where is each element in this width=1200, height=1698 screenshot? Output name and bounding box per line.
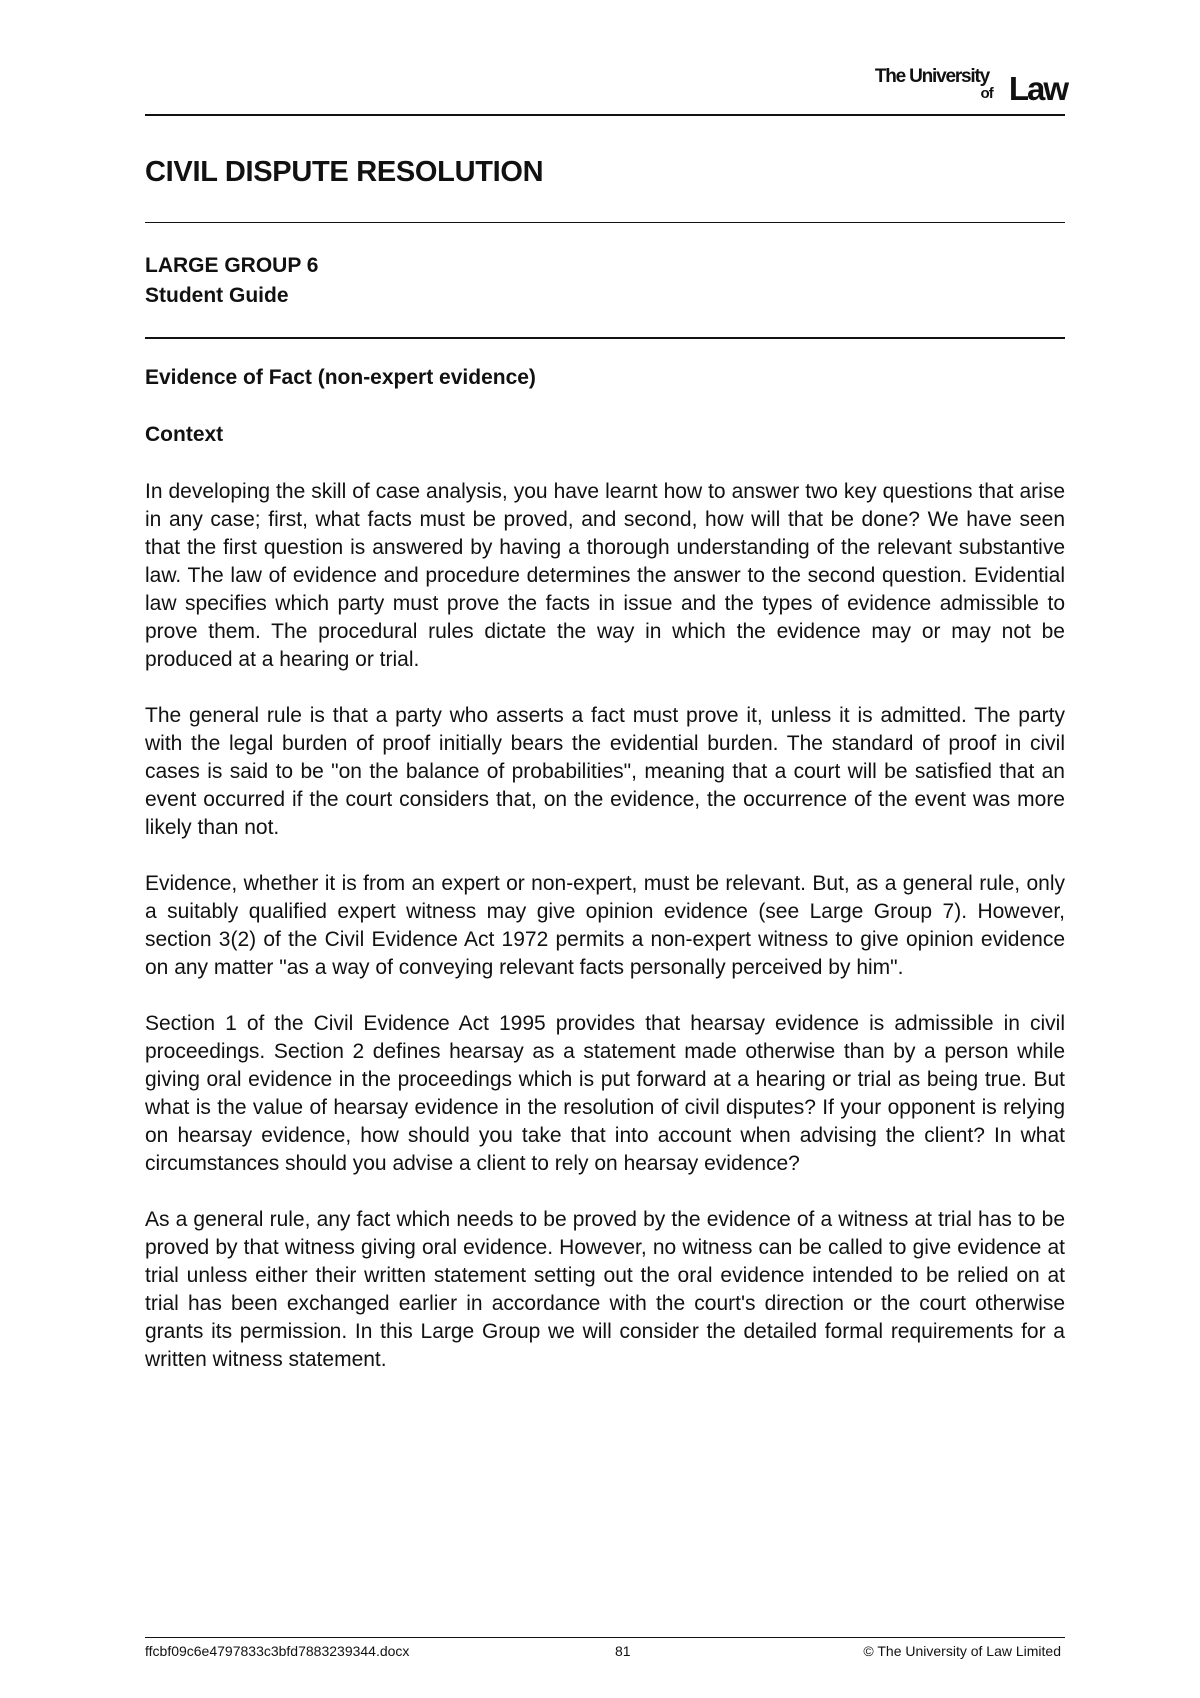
logo-of-text: of xyxy=(980,85,993,102)
university-logo xyxy=(857,66,1067,106)
paragraph: Section 1 of the Civil Evidence Act 1995 provides that hearsay evidence is admissible in civil proceedings. Section 2 defines hearsay as a statement made otherwise than by a person while giving oral evidence in the proceedings which is put forward at a hearing or trial as being true. But what is the value of hearsay evidence in the resolution of civil disputes? If your opponent is relying on hearsay evidence, how should you take that into account when advising the client? In what circumstances should you advise a client to rely on hearsay evidence? xyxy=(145,1012,1065,1175)
group-label: LARGE GROUP 6 xyxy=(145,254,319,277)
context-heading: Context xyxy=(145,423,224,446)
footer-filename: ffcbf09c6e4797833c3bfd7883239344.docx xyxy=(145,1643,410,1659)
footer-rule xyxy=(145,1637,1065,1638)
guide-label: Student Guide xyxy=(145,284,289,307)
logo-university-text: The University xyxy=(874,66,989,87)
paragraph: Evidence, whether it is from an expert or non-expert, must be relevant. But, as a general rule, only a suitably qualified expert witness may give opinion evidence (see Large Group 7). However, section 3(2) of the Civil Evidence Act 1972 permits a non-expert witness to give opinion evidence on any matter "as a way of conveying relevant facts personally perceived by him". xyxy=(145,872,1065,979)
footer-page-number: 81 xyxy=(615,1643,631,1659)
header-rule xyxy=(145,114,1065,116)
group-block xyxy=(145,251,318,311)
section-heading: Evidence of Fact (non-expert evidence) xyxy=(145,366,536,389)
logo-law-text: Law xyxy=(1008,70,1067,107)
footer-copyright: © The University of Law Limited xyxy=(863,1643,1061,1659)
paragraph: As a general rule, any fact which needs to be proved by the evidence of a witness at trial has to be proved by that witness giving oral evidence. However, no witness can be called to give evidence at trial unless either their written statement setting out the oral evidence intended to be relied on at trial has been exchanged earlier in accordance with the court's direction or the court otherwise grants its permission. In this Large Group we will consider the detailed formal requirements for a written witness statement. xyxy=(145,1208,1065,1371)
document-title: CIVIL DISPUTE RESOLUTION xyxy=(145,156,544,188)
paragraph: In developing the skill of case analysis, you have learnt how to answer two key questions that arise in any case; first, what facts must be proved, and second, how will that be done? We have seen that the first question is answered by having a thorough understanding of the relevant substantive law. The law of evidence and procedure determines the answer to the second question. Evidential law specifies which party must prove the facts in issue and the types of evidence admissible to prove them. The procedural rules dictate the way in which the evidence may or may not be produced at a hearing or trial. xyxy=(145,480,1065,671)
page-footer xyxy=(145,1643,1065,1663)
group-rule xyxy=(145,337,1065,339)
paragraph: The general rule is that a party who asserts a fact must prove it, unless it is admitted. The party with the legal burden of proof initially bears the evidential burden. The standard of proof in civil cases is said to be "on the balance of probabilities", meaning that a court will be satisfied that an event occurred if the court considers that, on the evidence, the occurrence of the event was more likely than not. xyxy=(145,704,1065,839)
title-rule xyxy=(145,222,1065,223)
body-text xyxy=(145,478,1065,1402)
